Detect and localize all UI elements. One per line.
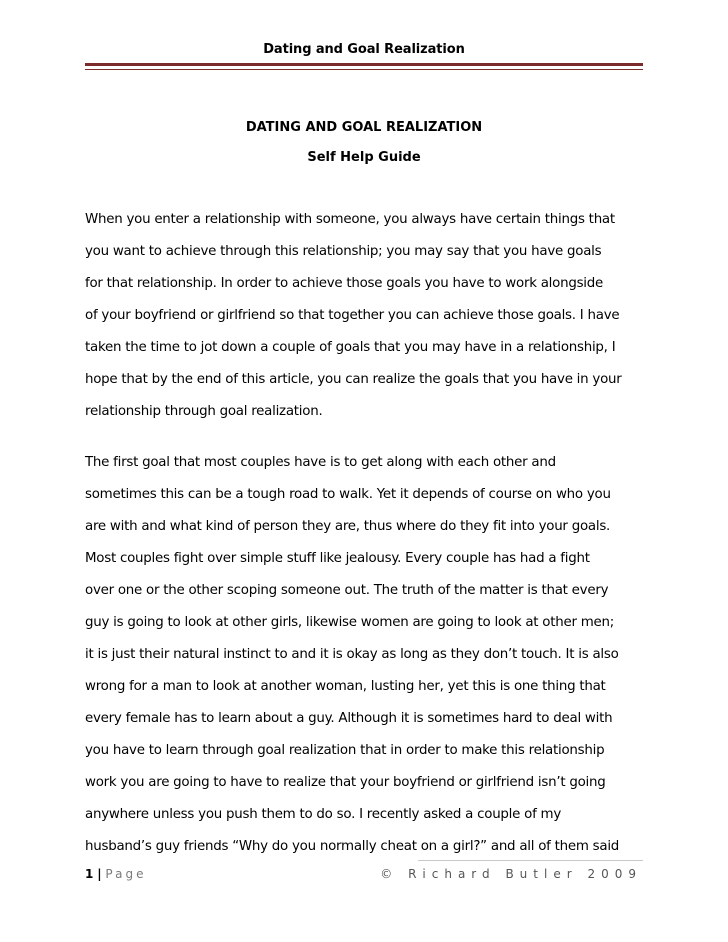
document-title: DATING AND GOAL REALIZATION <box>245 120 483 135</box>
text-line: taken the time to jot down a couple of goals that you may have in a relationship, I <box>85 340 616 355</box>
text-line: hope that by the end of this article, you can realize the goals that you have in your <box>85 372 622 387</box>
text-line: guy is going to look at other girls, likewise women are going to look at other men; <box>85 615 614 630</box>
header-rule-thin <box>85 69 643 70</box>
text-line: The first goal that most couples have is to get along with each other and <box>85 455 556 470</box>
running-header: Dating and Goal Realization <box>263 42 465 57</box>
text-line: Most couples fight over simple stuff like jealousy. Every couple has had a fight <box>85 551 590 566</box>
text-line: you want to achieve through this relationship; you may say that you have goals <box>85 244 602 259</box>
footer-separator: | <box>97 867 102 881</box>
footer-copyright: © Richard Butler 2009 <box>380 867 642 881</box>
document-subtitle: Self Help Guide <box>307 150 421 165</box>
text-line: husband’s guy friends “Why do you normally cheat on a girl?” and all of them said <box>85 839 620 854</box>
text-line: for that relationship. In order to achieve those goals you have to work alongside <box>85 276 604 291</box>
text-line: it is just their natural instinct to and it is okay as long as they don’t touch. It is also <box>85 647 619 662</box>
text-line: every female has to learn about a guy. Although it is sometimes hard to deal with <box>85 711 613 726</box>
text-line: of your boyfriend or girlfriend so that together you can achieve those goals. I have <box>85 308 620 323</box>
text-line: sometimes this can be a tough road to walk. Yet it depends of course on who you <box>85 487 611 502</box>
paragraph-1 <box>85 210 655 434</box>
page-footer <box>85 867 146 881</box>
page-number: 1 <box>85 867 94 881</box>
page-label: Page <box>105 867 147 881</box>
text-line: anywhere unless you push them to do so. I recently asked a couple of my <box>85 807 562 822</box>
text-line: work you are going to have to realize that your boyfriend or girlfriend isn’t going <box>85 775 606 790</box>
text-line: relationship through goal realization. <box>85 404 323 419</box>
text-line: over one or the other scoping someone out. The truth of the matter is that every <box>85 583 609 598</box>
footer-rule <box>418 860 643 861</box>
paragraph-2 <box>85 453 655 869</box>
text-line: you have to learn through goal realization that in order to make this relationship <box>85 743 605 758</box>
text-line: wrong for a man to look at another woman, lusting her, yet this is one thing that <box>85 679 606 694</box>
header-rule-thick <box>85 63 643 66</box>
text-line: When you enter a relationship with someone, you always have certain things that <box>85 212 615 227</box>
text-line: are with and what kind of person they are, thus where do they fit into your goals. <box>85 519 611 534</box>
